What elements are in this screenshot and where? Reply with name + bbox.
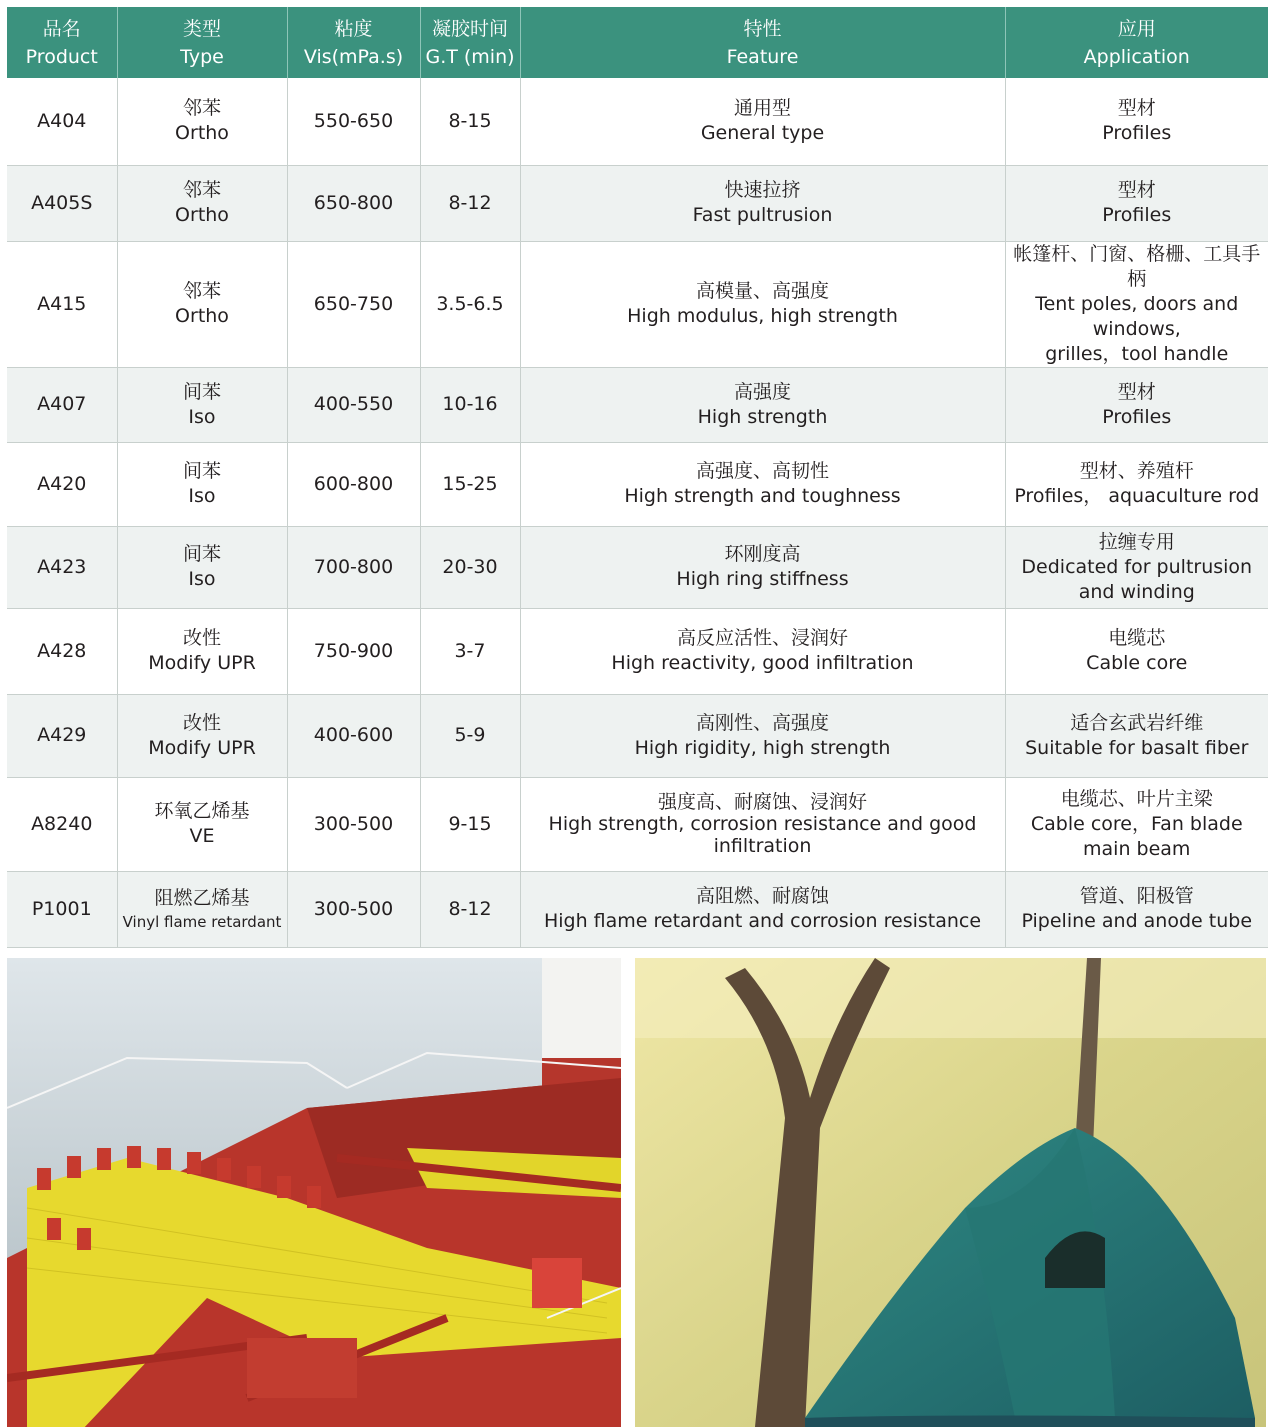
cell-feature: 高强度、高韧性 High strength and toughness [520, 442, 1005, 526]
cell-product: A429 [7, 694, 117, 777]
cell-gel-time: 8-12 [420, 165, 520, 241]
header-type: 类型 Type [117, 7, 287, 78]
cell-application: 帐篷杆、门窗、格栅、工具手柄 Tent poles, doors and windows, grilles，tool handle [1005, 241, 1268, 367]
table-row [7, 871, 1268, 947]
cell-feature: 高反应活性、浸润好 High reactivity, good infiltration [520, 608, 1005, 694]
cell-application: 拉缠专用 Dedicated for pultrusion and winding [1005, 526, 1268, 608]
cell-gel-time: 9-15 [420, 777, 520, 871]
table-row [7, 78, 1268, 165]
cell-gel-time: 8-12 [420, 871, 520, 947]
header-product: 品名 Product [7, 7, 117, 78]
cell-gel-time: 8-15 [420, 78, 520, 165]
cell-type: 改性 Modify UPR [117, 608, 287, 694]
cell-product: A8240 [7, 777, 117, 871]
cell-feature: 强度高、耐腐蚀、浸润好 High strength, corrosion resistance and good infiltration [520, 777, 1005, 871]
cell-feature: 高刚性、高强度 High rigidity, high strength [520, 694, 1005, 777]
cell-product: A404 [7, 78, 117, 165]
cell-viscosity: 650-800 [287, 165, 420, 241]
cell-product: A420 [7, 442, 117, 526]
cell-viscosity: 650-750 [287, 241, 420, 367]
cell-application: 电缆芯 Cable core [1005, 608, 1268, 694]
cell-product: A405S [7, 165, 117, 241]
cell-gel-time: 10-16 [420, 367, 520, 442]
cell-type: 邻苯 Ortho [117, 241, 287, 367]
product-spec-table [7, 7, 1268, 948]
cell-application: 型材 Profiles [1005, 165, 1268, 241]
ship-deck-photo [7, 958, 621, 1427]
table-row [7, 608, 1268, 694]
cell-viscosity: 300-500 [287, 871, 420, 947]
cell-viscosity: 400-600 [287, 694, 420, 777]
cell-viscosity: 600-800 [287, 442, 420, 526]
cell-viscosity: 550-650 [287, 78, 420, 165]
cell-application: 型材 Profiles [1005, 78, 1268, 165]
cell-gel-time: 3-7 [420, 608, 520, 694]
tent-photo [635, 958, 1266, 1427]
cell-product: A423 [7, 526, 117, 608]
cell-feature: 高模量、高强度 High modulus, high strength [520, 241, 1005, 367]
cell-product: P1001 [7, 871, 117, 947]
cell-type: 间苯 Iso [117, 367, 287, 442]
cell-application: 型材 Profiles [1005, 367, 1268, 442]
cell-type: 阻燃乙烯基 Vinyl flame retardant [117, 871, 287, 947]
cell-type: 间苯 Iso [117, 442, 287, 526]
cell-feature: 高强度 High strength [520, 367, 1005, 442]
cell-gel-time: 20-30 [420, 526, 520, 608]
table-row [7, 165, 1268, 241]
table-row [7, 694, 1268, 777]
cell-application: 型材、养殖杆 Profiles， aquaculture rod [1005, 442, 1268, 526]
cell-gel-time: 3.5-6.5 [420, 241, 520, 367]
cell-type: 环氧乙烯基 VE [117, 777, 287, 871]
header-application: 应用 Application [1005, 7, 1268, 78]
cell-application: 适合玄武岩纤维 Suitable for basalt fiber [1005, 694, 1268, 777]
cell-viscosity: 300-500 [287, 777, 420, 871]
cell-application: 电缆芯、叶片主梁 Cable core，Fan blade main beam [1005, 777, 1268, 871]
table-row [7, 442, 1268, 526]
header-viscosity: 粘度 Vis(mPa.s) [287, 7, 420, 78]
cell-feature: 通用型 General type [520, 78, 1005, 165]
table-header-row [7, 7, 1268, 78]
cell-viscosity: 700-800 [287, 526, 420, 608]
table-row [7, 241, 1268, 367]
cell-type: 邻苯 Ortho [117, 165, 287, 241]
cell-type: 间苯 Iso [117, 526, 287, 608]
cell-product: A407 [7, 367, 117, 442]
cell-gel-time: 15-25 [420, 442, 520, 526]
cell-feature: 环刚度高 High ring stiffness [520, 526, 1005, 608]
cell-viscosity: 400-550 [287, 367, 420, 442]
header-feature: 特性 Feature [520, 7, 1005, 78]
table-row [7, 526, 1268, 608]
cell-product: A415 [7, 241, 117, 367]
cell-application: 管道、阳极管 Pipeline and anode tube [1005, 871, 1268, 947]
header-gel-time: 凝胶时间 G.T (min) [420, 7, 520, 78]
table-row [7, 777, 1268, 871]
cell-type: 邻苯 Ortho [117, 78, 287, 165]
cell-feature: 高阻燃、耐腐蚀 High flame retardant and corrosion resistance [520, 871, 1005, 947]
cell-type: 改性 Modify UPR [117, 694, 287, 777]
table-row [7, 367, 1268, 442]
cell-gel-time: 5-9 [420, 694, 520, 777]
cell-product: A428 [7, 608, 117, 694]
cell-viscosity: 750-900 [287, 608, 420, 694]
cell-feature: 快速拉挤 Fast pultrusion [520, 165, 1005, 241]
